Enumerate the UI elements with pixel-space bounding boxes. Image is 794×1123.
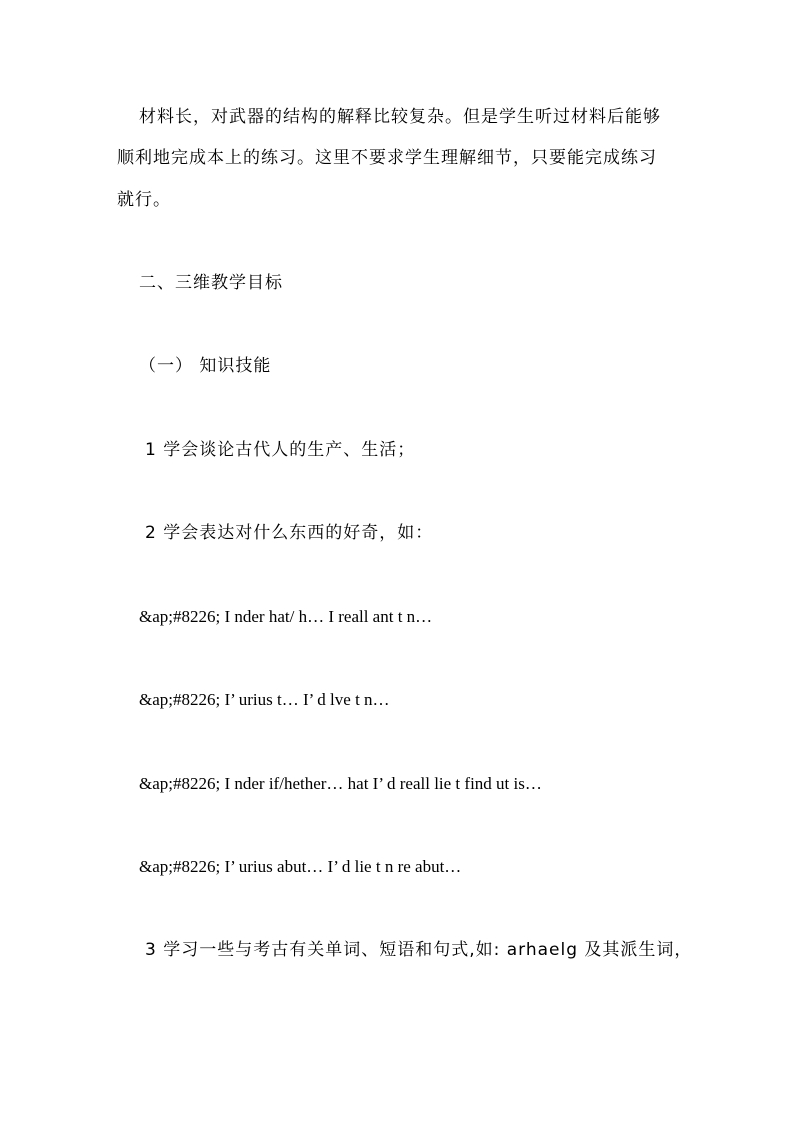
list-item: 1 学会谈论古代人的生产、生活； xyxy=(145,440,416,460)
subsection-heading: （一） 知识技能 xyxy=(139,356,272,376)
paragraph-line: 顺利地完成本上的练习。这里不要求学生理解细节，只要能完成练习 xyxy=(117,148,657,168)
example-sentence: &ap;#8226; I nder if/hether… hat I’ d reall lie t find ut is… xyxy=(139,774,542,793)
list-item: 2 学会表达对什么东西的好奇，如： xyxy=(145,523,434,543)
example-sentence: &ap;#8226; I’ urius abut… I’ d lie t n re abut… xyxy=(139,857,462,876)
section-heading: 二、三维教学目标 xyxy=(139,273,283,293)
example-sentence: &ap;#8226; I’ urius t… I’ d lve t n… xyxy=(139,690,390,709)
list-item: 3 学习一些与考古有关单词、短语和句式,如: arhaelg 及其派生词， xyxy=(145,940,693,960)
paragraph-line: 材料长，对武器的结构的解释比较复杂。但是学生听过材料后能够 xyxy=(139,107,661,127)
example-sentence: &ap;#8226; I nder hat/ h… I reall ant t n… xyxy=(139,607,433,626)
paragraph-line: 就行。 xyxy=(117,190,171,210)
